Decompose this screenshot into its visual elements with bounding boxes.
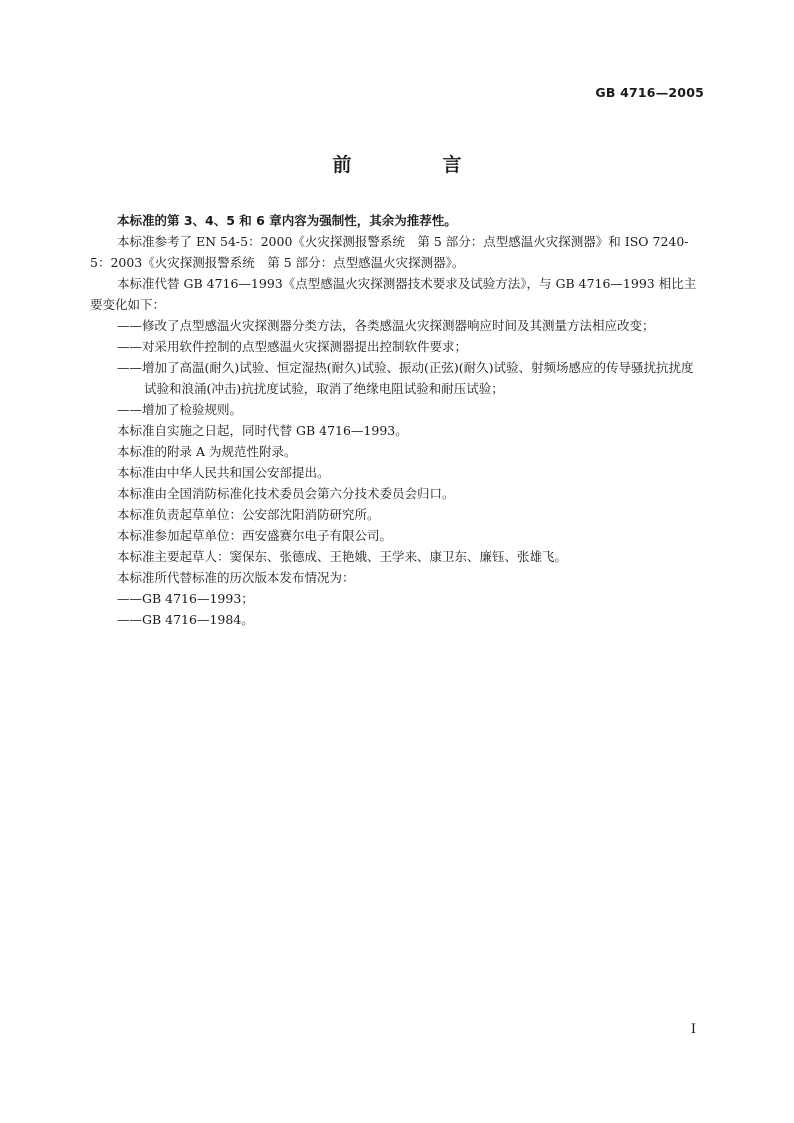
statement-paragraph: 本标准由全国消防标准化技术委员会第六分技术委员会归口。	[117, 486, 455, 501]
standard-code: GB 4716—2005	[595, 85, 704, 100]
reference-paragraph: 本标准参考了 EN 54-5：2000《火灾探测报警系统 第 5 部分：点型感温火灾探测器》和 ISO 7240-5：2003《火灾探测报警系统 第 5 部分：点型感温火灾探测器》。	[90, 234, 689, 270]
statement-paragraph: 本标准的附录 A 为规范性附录。	[117, 444, 297, 459]
mandatory-clause-paragraph: 本标准的第 3、4、5 和 6 章内容为强制性，其余为推荐性。	[117, 213, 457, 228]
history-item: ——GB 4716—1984。	[117, 612, 254, 627]
document-body	[90, 210, 704, 630]
statement-paragraph: 本标准自实施之日起，同时代替 GB 4716—1993。	[117, 423, 408, 438]
statement-paragraph: 本标准所代替标准的历次版本发布情况为：	[117, 570, 355, 585]
page-number: I	[690, 1022, 696, 1037]
statement-paragraph: 本标准主要起草人：窦保东、张德成、王艳娥、王学来、康卫东、廉钰、张雄飞。	[117, 549, 568, 564]
statement-paragraph: 本标准负责起草单位：公安部沈阳消防研究所。	[117, 507, 380, 522]
statement-paragraph: 本标准由中华人民共和国公安部提出。	[117, 465, 330, 480]
change-item: ——增加了检验规则。	[117, 402, 243, 417]
statement-paragraph: 本标准参加起草单位：西安盛赛尔电子有限公司。	[117, 528, 393, 543]
change-item: ——增加了高温(耐久)试验、恒定湿热(耐久)试验、振动(正弦)(耐久)试验、射频场感应的传导骚扰抗扰度试验和浪涌(冲击)抗扰度试验，取消了绝缘电阻试验和耐压试验；	[117, 360, 694, 396]
page-title: 前 言	[332, 154, 498, 176]
replacement-paragraph: 本标准代替 GB 4716—1993《点型感温火灾探测器技术要求及试验方法》，与 GB 4716—1993 相比主要变化如下：	[90, 276, 697, 312]
change-item: ——对采用软件控制的点型感温火灾探测器提出控制软件要求；	[117, 339, 468, 354]
history-item: ——GB 4716—1993；	[117, 591, 254, 606]
change-item: ——修改了点型感温火灾探测器分类方法，各类感温火灾探测器响应时间及其测量方法相应改变；	[117, 318, 655, 333]
